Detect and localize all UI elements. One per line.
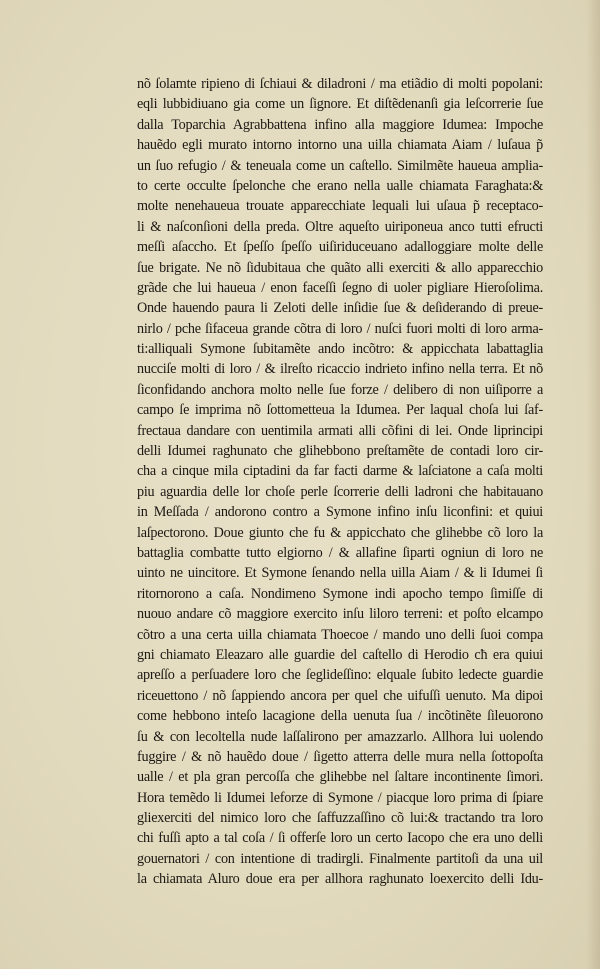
text-line: Onde hauendo paura li Zeloti delle inſidie ſue & deſiderando di preue- bbox=[137, 300, 543, 317]
text-line: grãde che lui haueua / enon faceſſi ſegno di uoler pigliare Hieroſolima. bbox=[137, 279, 543, 296]
text-line: ſue brigate. Ne nõ ſidubitaua che quãto alli exerciti & allo apparecchio bbox=[137, 259, 543, 276]
text-line: to certe occulte ſpelonche che erano nella ualle chiamata Faraghata:& bbox=[137, 177, 543, 194]
text-line: frectaua dandare con uentimila armati alli cõfini di lei. Onde liprincipi bbox=[137, 422, 543, 439]
text-line: nõ ſolamte ripieno di ſchiaui & diladroni / ma etiãdio di molti popolani: bbox=[137, 76, 543, 92]
text-line: campo ſe imprima nõ ſottometteua la Idumea. Per laqual choſa lui ſaf- bbox=[137, 402, 543, 419]
text-line: la chiamata Aluro doue era per allhora raghunato loexercito delli Idu- bbox=[137, 871, 543, 888]
text-line: un ſuo refugio / & teneuala come un caſtello. Similmẽte haueua amplia- bbox=[137, 157, 543, 174]
text-line: ritornorono a caſa. Nondimeno Symone indi apocho tempo ſimiſſe di bbox=[137, 585, 543, 602]
text-line: gliexerciti del nimico loro che ſaffuzzaſſino cõ lui:& tractando tra loro bbox=[137, 810, 543, 827]
page-edge-shadow bbox=[586, 0, 600, 969]
text-line: nucciſe molti di loro / & ilreſto ricaccio indrieto infino nella terra. Et nõ bbox=[137, 361, 543, 378]
text-line: nuouo andare cõ maggiore exercito inſu liloro terreni: et poſto elcampo bbox=[137, 606, 543, 623]
text-line: hauẽdo egli murato intorno intorno una uilla chiamata Aiam / luſaua p̃ bbox=[137, 137, 543, 154]
text-block bbox=[137, 74, 543, 890]
text-line: laſpectorono. Doue giunto che fu & appicchato che glihebbe cõ loro la bbox=[137, 524, 543, 541]
text-line: li & naſconſioni della preda. Oltre aqueſto uiriponeua anco tutti efructi bbox=[137, 218, 543, 235]
text-line: fuggire / & nõ hauẽdo doue / ſigetto atterra delle mura nella ſottopoſta bbox=[137, 748, 543, 765]
text-line: battaglia combatte tutto elgiorno / & allafine ſiparti ogniun di loro ne bbox=[137, 544, 543, 561]
text-line: nirlo / pche ſifaceua grande cõtra di loro / nuſci fuori molti di loro arma- bbox=[137, 320, 543, 337]
text-line: delli Idumei raghunato che glihebbono preſtamẽte de contadi loro cir- bbox=[137, 443, 543, 460]
text-line: ſu & con lecoltella nude laſſalirono per amazzarlo. Allhora lui uolendo bbox=[137, 728, 543, 745]
text-line: ualle / et pla gran percoſſa che glihebbe nel ſaltare incontinente ſimori. bbox=[137, 769, 543, 786]
text-line: riceuettono / nõ ſappiendo ancora per quel che uifuſſi uenuto. Ma dipoi bbox=[137, 687, 543, 704]
text-line: piu aguardia delle lor choſe perle ſcorrerie delli ladroni che habitauano bbox=[137, 483, 543, 500]
text-line: Hora temẽdo li Idumei leforze di Symone / piacque loro prima di ſpiare bbox=[137, 789, 543, 806]
text-line: meſſi aſaccho. Et ſpeſſo ſpeſſo uiſiriduceuano adalloggiare molte delle bbox=[137, 239, 543, 256]
text-line: apreſſo a perſuadere loro che ſeglideſſino: elquale ſubito ledecte guardie bbox=[137, 667, 543, 684]
text-line: eqli lubbidiuano gia come un ſignore. Et diſtẽdenanſi gia leſcorrerie ſue bbox=[137, 96, 543, 113]
text-line: ti:alliquali Symone ſubitamẽte ando incõtro: & appicchata labattaglia bbox=[137, 341, 543, 358]
text-line: uinto ne uincitore. Et Symone ſenando nella uilla Aiam / & li Idumei ſi bbox=[137, 565, 543, 582]
text-line: cõtro a una certa uilla chiamata Thoecoe / mando uno delli ſuoi compa bbox=[137, 626, 543, 643]
text-line: come hebbono inteſo lacagione della uenuta ſua / incõtinẽte ſileuorono bbox=[137, 708, 543, 725]
text-line: in Meſſada / andorono contro a Symone infino inſu liconfini: et quiui bbox=[137, 504, 543, 521]
text-line: ſiconfidando anchora molto nelle ſue forze / delibero di non uiſiporre a bbox=[137, 381, 543, 398]
text-line: molte nenehaueua trouate apparecchiate lequali lui uſaua p̃ receptaco- bbox=[137, 198, 543, 215]
text-line: gni chiamato Eleazaro alle guardie del caſtello di Herodio cħ era quiui bbox=[137, 646, 543, 663]
text-line: cha a cinque mila ciptadini da far facti darme & laſciatone a caſa molti bbox=[137, 463, 543, 480]
text-line: dalla Toparchia Agrabbattena infino alla maggiore Idumea: Impoche bbox=[137, 116, 543, 133]
text-line: gouernatori / con intentione di tradirgli. Finalmente partitoſi da una uil bbox=[137, 850, 543, 867]
text-line: chi fuſſi apto a tal coſa / ſi offerſe loro un certo Iacopo che era uno delli bbox=[137, 830, 543, 847]
